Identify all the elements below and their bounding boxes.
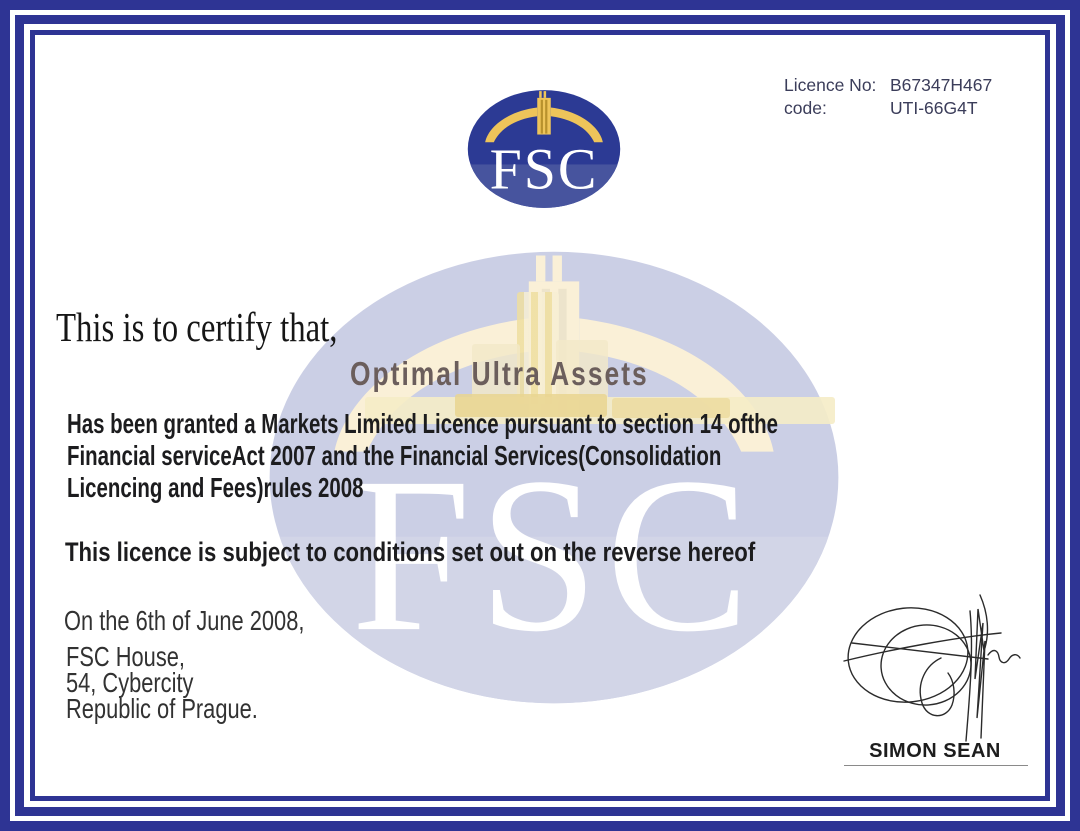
grant-paragraph-line: Has been granted a Markets Limited Licence pursuant to section 14 ofthe <box>67 408 779 439</box>
licence-block <box>784 74 992 120</box>
signature-scribble <box>838 583 1038 746</box>
address-block <box>66 641 258 724</box>
address-line: FSC House, <box>66 641 185 672</box>
address-line: 54, Cybercity <box>66 667 194 698</box>
certify-line: This is to certify that, <box>56 304 338 350</box>
licence-no-label: Licence No: <box>784 75 877 95</box>
conditions-line: This licence is subject to conditions set out on the reverse hereof <box>65 537 756 567</box>
grant-paragraph-line: Financial serviceAct 2007 and the Financial Services(Consolidation <box>67 440 722 471</box>
address-line: Republic of Prague. <box>66 693 258 724</box>
fsc-logo <box>462 86 626 212</box>
licence-code-label: code: <box>784 98 827 118</box>
licence-no-value: B67347H467 <box>890 75 993 95</box>
grant-paragraph-line: Licencing and Fees)rules 2008 <box>67 472 364 503</box>
signature-underline <box>844 765 1028 766</box>
company-name: Optimal Ultra Assets <box>350 355 649 392</box>
date-line: On the 6th of June 2008, <box>64 605 305 636</box>
grant-paragraph <box>67 408 778 504</box>
signatory-name: SIMON SEAN <box>869 740 1001 762</box>
licence-code-value: UTI-66G4T <box>890 98 978 118</box>
